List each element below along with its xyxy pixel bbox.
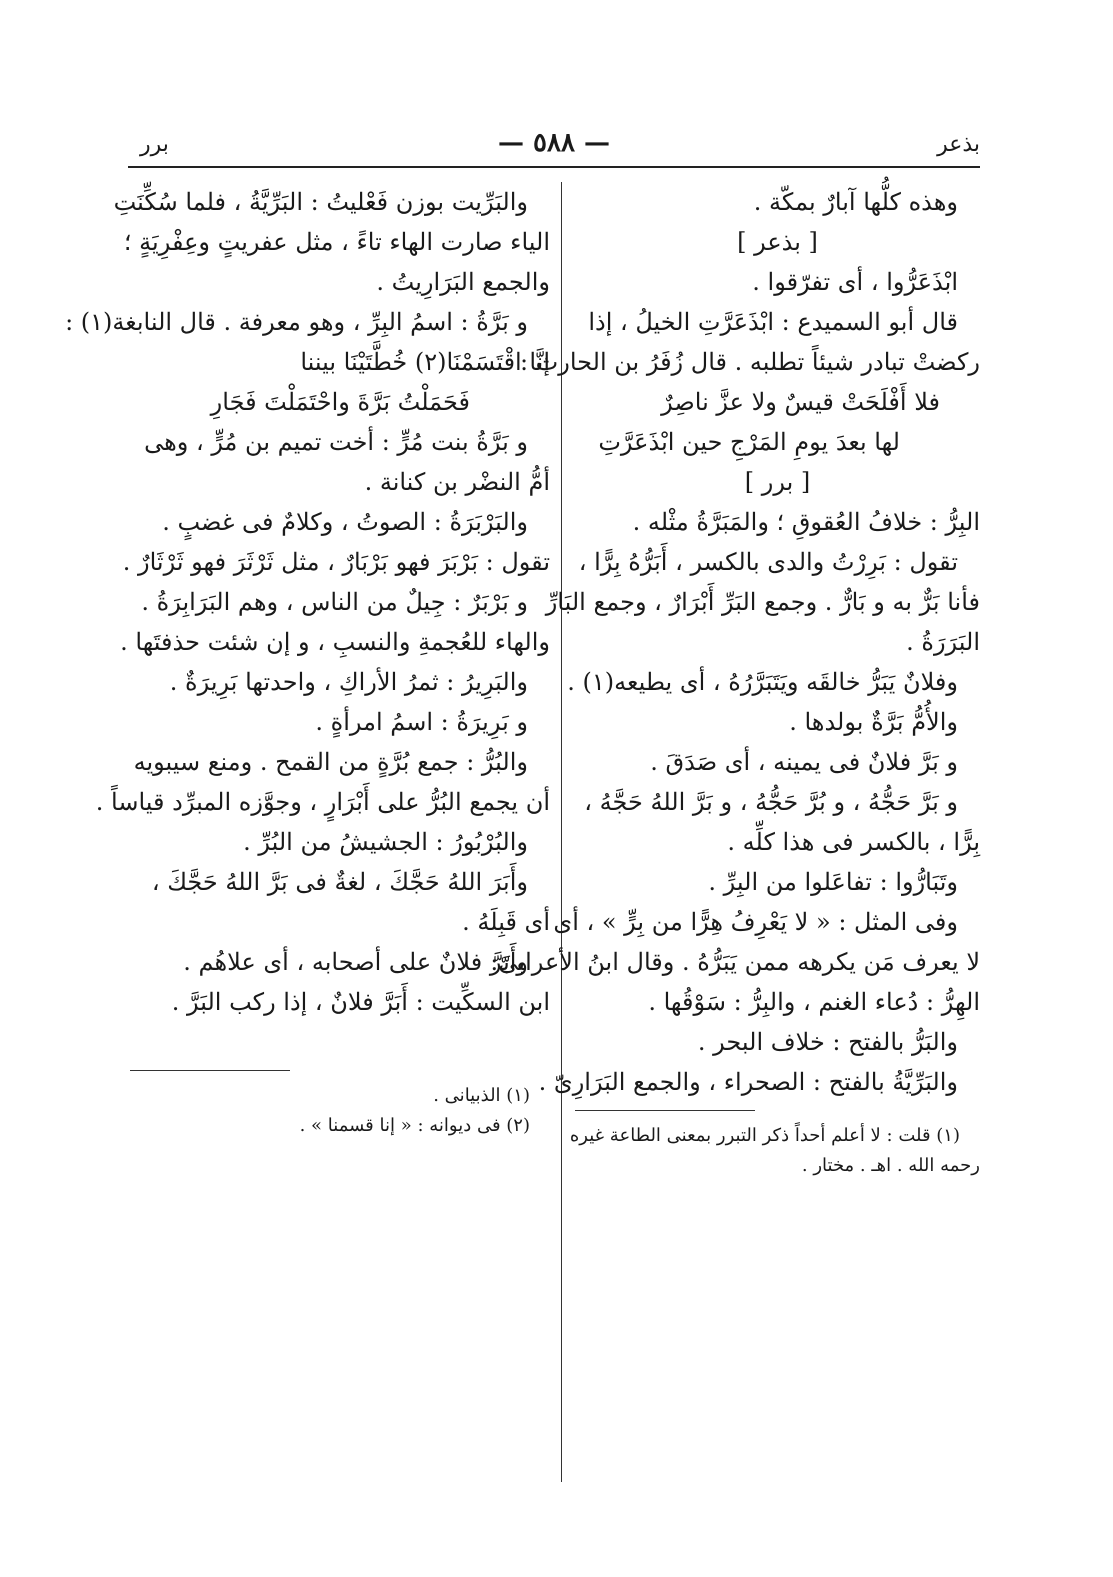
verse-line: فلا أَفْلَحَتْ قيسٌ ولا عزَّ ناصِرٌ: [661, 388, 940, 416]
text-line: والبَرُّ بالفتح : خلاف البحر .: [697, 1028, 958, 1056]
header-rule: [128, 166, 980, 168]
text-line: و بَرَّ حَجُّهُ ، و بُرَّ حَجُّهُ ، و بَرَّ اللهُ حَجَّهُ ،: [584, 788, 958, 816]
left-column: [65, 182, 550, 1141]
text-line: قال أبو السميدع : ابْذَعَرَّتِ الخيلُ ، إذا: [588, 308, 958, 336]
text-line: والبَرِيرُ : ثمرُ الأراكِ ، واحدتها بَرِيرَةٌ .: [169, 668, 528, 696]
text-line: لا يعرف مَن يكرهه ممن يَبَرُّهُ . وقال ابنُ الأعرابىّ:: [490, 948, 980, 976]
footnote: (١) الذبيانى .: [433, 1085, 530, 1106]
text-line: والبَرْبَرَةُ : الصوتُ ، وكلامٌ فى غضبٍ .: [162, 508, 528, 536]
text-line: تقول : بَرِرْتُ والدى بالكسر ، أَبَرُّهُ بِرًّا ،: [578, 548, 958, 576]
text-line: ابْذَعَرُّوا ، أى تفرّقوا .: [752, 268, 958, 296]
footnote: رحمه الله . اهـ . مختار .: [801, 1155, 980, 1176]
text-line: و بَرَّةُ : اسمُ البِرِّ ، وهو معرفة . قال النابغة(١) :: [65, 308, 528, 336]
text-line: وفلانٌ يَبَرُّ خالقَه ويَتَبَرَّرُهُ ، أى يطيعه(١) .: [567, 668, 958, 696]
text-line: ابن السكِّيت : أَبَرَّ فلانٌ ، إذا ركب البَرَّ .: [171, 988, 550, 1016]
text-line: أمُّ النضْر بن كنانة .: [364, 468, 550, 496]
text-line: تقول : بَرْبَرَ فهو بَرْبَارٌ ، مثل ثَرْثَرَ فهو ثَرْثَارٌ .: [122, 548, 550, 576]
text-line: و بَرَّ فلانٌ فى يمينه ، أى صَدَقَ .: [650, 748, 958, 776]
text-line: وفى المثل : « لا يَعْرِفُ هِرًّا من بِرٍّ » ، أى: [553, 908, 958, 936]
text-line: و بَرِيرَةُ : اسمُ امرأةٍ .: [315, 708, 528, 736]
text-line: وأَبَرَّ فلانٌ على أصحابه ، أى علاهُم .: [183, 948, 528, 976]
text-line: فأنا بَرٌّ به و بَارٌّ . وجمع البَرِّ أَبْرَارٌ ، وجمع البَارِّ: [545, 588, 980, 616]
text-line: وأَبَرَ اللهُ حَجَّكَ ، لغةٌ فى بَرَّ اللهُ حَجَّكَ ،: [151, 868, 528, 896]
text-line: و بَرْبَرٌ : جِيلٌ من الناس ، وهم البَرَابِرَةُ .: [141, 588, 528, 616]
page-header: [128, 126, 980, 168]
verse-line: لها بعدَ يومِ المَرْجِ حين ابْذَعَرَّتِ: [598, 428, 900, 456]
text-line: وتَبَارُّوا : تفاعَلوا من البِرِّ .: [708, 868, 958, 896]
entry-heading: [ برر ]: [744, 468, 811, 496]
text-line: الهِرُّ : دُعاء الغنم ، والبِرُّ : سَوْقُها .: [648, 988, 980, 1016]
text-line: والجمع البَرَارِيتُ .: [376, 268, 550, 296]
text-line: أى قَبِلَهُ .: [462, 908, 550, 936]
text-line: البَرَرَةُ .: [906, 628, 980, 656]
footnote-rule: [130, 1070, 290, 1071]
header-entry-end: برر: [140, 132, 169, 157]
entry-heading: [ بذعر ]: [737, 228, 818, 256]
text-line: والبُرُّ : جمع بُرَّةٍ من القمح . ومنع سيبويه: [133, 748, 528, 776]
text-line: و بَرَّةُ بنت مُرٍّ : أخت تميم بن مُرٍّ ، وهى: [144, 428, 528, 456]
text-line: والبَرِّيَّةُ بالفتح : الصحراء ، والجمع البَرَارِىّ .: [538, 1068, 958, 1096]
footnote: (١) قلت : لا أعلم أحداً ذكر التبرر بمعنى الطاعة غيره: [569, 1125, 960, 1146]
text-line: والبَرِّيت بوزن فَعْليتُ : البَرِّيَّةُ ، فلما سُكِّنَتِ: [113, 188, 528, 216]
text-line: والهاء للعُجمةِ والنسبِ ، و إن شئت حذفتَها .: [120, 628, 550, 656]
header-entry-start: بذعر: [937, 132, 980, 157]
text-line: بِرًّا ، بالكسر فى هذا كلِّه .: [727, 828, 980, 856]
page-number: — ٥٨٨ —: [497, 128, 611, 158]
footnote-rule: [575, 1110, 755, 1111]
text-line: الياء صارت الهاء تاءً ، مثل عفريتٍ وعِفْرِيَةٍ ؛: [123, 228, 550, 256]
verse-line: فَحَمَلْتُ بَرَّةَ واحْتَمَلْتَ فَجَارِ: [210, 388, 470, 416]
text-line: أن يجمع البُرُّ على أَبْرَارٍ ، وجوَّزه المبرِّد قياساً .: [95, 788, 550, 816]
text-line: البِرُّ : خلافُ العُقوقِ ؛ والمَبَرَّةُ مثْله .: [632, 508, 980, 536]
text-line: والأُمُّ بَرَّةٌ بولدها .: [789, 708, 958, 736]
footnote: (٢) فى ديوانه : « إنا قسمنا » .: [299, 1115, 530, 1136]
text-line: وهذه كلُّها آبارٌ بمكّة .: [753, 188, 958, 216]
text-line: والبُرْبُورُ : الجشيشُ من البُرِّ .: [243, 828, 528, 856]
text-line: ركضتْ تبادر شيئاً تطلبه . قال زُفَرُ بن الحارث :: [519, 348, 980, 376]
spacer: [130, 1022, 550, 1062]
verse-line: إنَّا اقْتَسَمْنَا(٢) خُطَّتَيْنَا بيننا: [300, 348, 550, 376]
